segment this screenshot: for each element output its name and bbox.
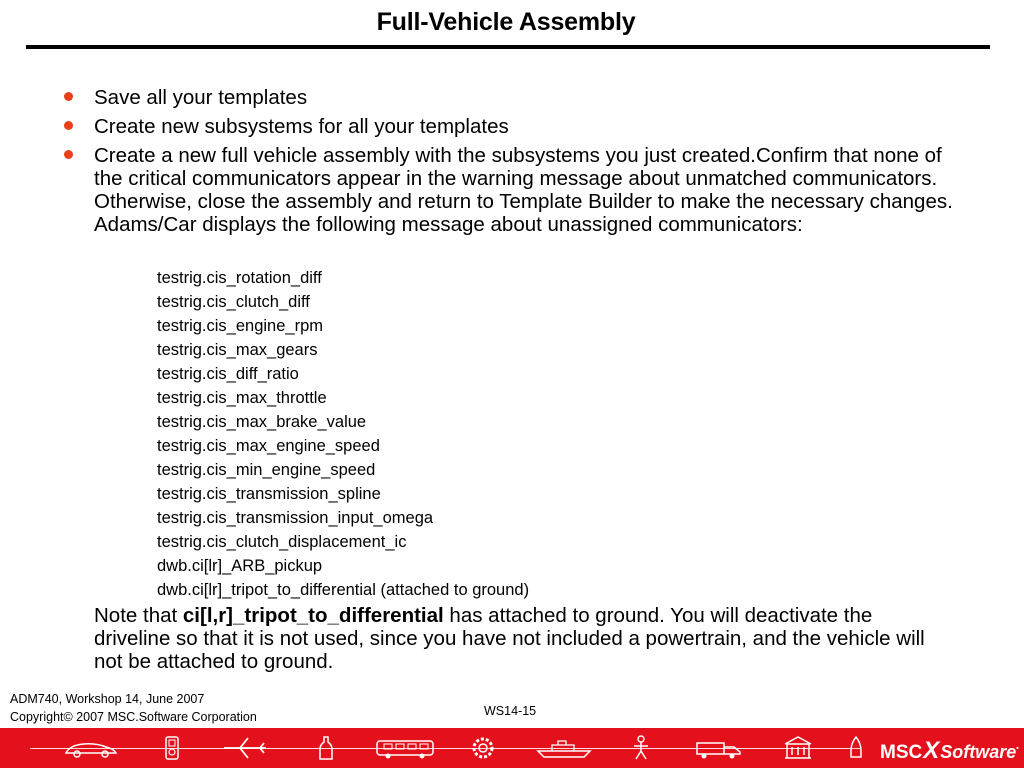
- note-prefix: Note that: [94, 604, 183, 627]
- logo-msc: MSC: [880, 742, 923, 763]
- slide-title: Full-Vehicle Assembly: [376, 8, 636, 36]
- logo-x: X: [923, 737, 940, 764]
- bullet-dot-icon: [64, 121, 73, 130]
- note-suffix: has attached to ground. You will deactivate the driveline so that it is not used, since you have not included a powertrain, and the vehicle will not be attached to ground.: [94, 604, 925, 673]
- communicator-item: testrig.cis_transmission_input_omega: [157, 509, 434, 527]
- communicator-list: [157, 266, 757, 602]
- bullet-dot-icon: [64, 92, 73, 101]
- bullet-item: [62, 115, 972, 138]
- logo-software: Software: [940, 742, 1017, 762]
- rocket-icon: [846, 735, 866, 761]
- bullet-text: Create new subsystems for all your templates: [94, 115, 509, 138]
- gear-icon: [470, 735, 496, 761]
- airplane-icon: [222, 735, 268, 761]
- building-icon: [782, 735, 814, 761]
- communicator-item: testrig.cis_engine_rpm: [157, 317, 323, 335]
- communicator-item: testrig.cis_clutch_displacement_ic: [157, 533, 407, 551]
- sports-car-icon: [62, 735, 120, 761]
- ship-icon: [534, 735, 594, 761]
- bullet-list: [62, 86, 972, 242]
- bullet-item: [62, 144, 972, 236]
- bullet-item: [62, 86, 972, 109]
- brand-bar: [0, 728, 1024, 768]
- bullet-dot-icon: [64, 150, 73, 159]
- communicator-item: testrig.cis_min_engine_speed: [157, 461, 376, 479]
- bullet-text: Create a new full vehicle assembly with the subsystems you just created.Confirm that none of the critical communicators appear in the warning message about unmatched communicators. Otherwise, close the assembly and return to Template Builder to make the necessary changes. Adams/Car displays the following message about unassigned communicators:: [94, 144, 953, 236]
- communicator-item: dwb.ci[lr]_ARB_pickup: [157, 557, 323, 575]
- bullet-text: Save all your templates: [94, 86, 308, 109]
- communicator-item: dwb.ci[lr]_tripot_to_differential (attached to ground): [157, 581, 530, 599]
- communicator-item: testrig.cis_max_throttle: [157, 389, 327, 407]
- communicator-item: testrig.cis_max_brake_value: [157, 413, 367, 431]
- phone-icon: [160, 735, 184, 761]
- communicator-item: testrig.cis_diff_ratio: [157, 365, 299, 383]
- communicator-item: testrig.cis_max_gears: [157, 341, 318, 359]
- note-paragraph: [94, 604, 954, 673]
- footer-course: ADM740, Workshop 14, June 2007: [10, 692, 205, 706]
- footer-page-id: WS14-15: [484, 704, 537, 718]
- truck-icon: [694, 735, 744, 761]
- title-underline: [26, 45, 990, 49]
- communicator-item: testrig.cis_max_engine_speed: [157, 437, 380, 455]
- note-emphasis: ci[l,r]_tripot_to_differential: [182, 604, 444, 627]
- communicator-item: testrig.cis_transmission_spline: [157, 485, 381, 503]
- communicator-item: testrig.cis_rotation_diff: [157, 269, 322, 287]
- bottle-icon: [316, 735, 336, 761]
- logo-trademark-icon: •: [1016, 745, 1019, 753]
- footer-info: [10, 690, 257, 726]
- brand-icon-strip: [0, 728, 870, 768]
- footer-copyright: Copyright© 2007 MSC.Software Corporation: [10, 710, 257, 724]
- communicator-item: testrig.cis_clutch_diff: [157, 293, 310, 311]
- msc-software-logo: [880, 737, 1019, 765]
- person-icon: [630, 735, 652, 761]
- bus-icon: [374, 735, 436, 761]
